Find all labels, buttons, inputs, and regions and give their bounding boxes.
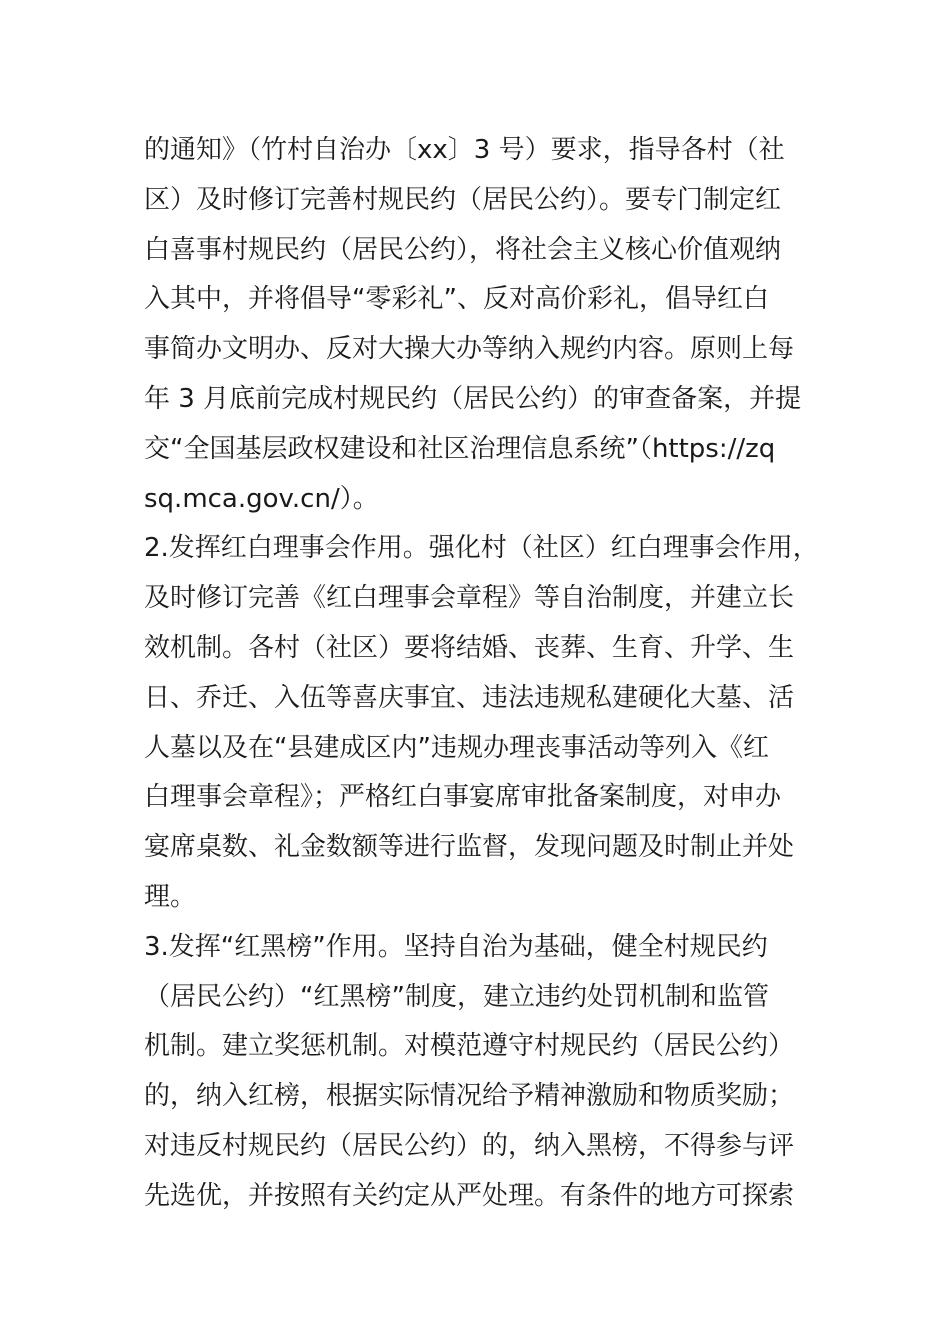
- text-line: 日、乔迁、入伍等喜庆事宜、违法违规私建硬化大墓、活: [144, 682, 795, 713]
- text-line: 理。: [144, 881, 197, 912]
- text-line: 事简办文明办、反对大操大办等纳入规约内容。原则上每: [144, 334, 795, 365]
- text-line: 对违反村规民约（居民公约）的，纳入黑榜，不得参与评: [144, 1130, 795, 1161]
- text-line: 宴席桌数、礼金数额等进行监督，发现问题及时制止并处: [144, 832, 795, 863]
- text-line: 机制。建立奖惩机制。对模范遵守村规民约（居民公约）: [144, 1031, 795, 1062]
- text-line: 白喜事村规民约（居民公约），将社会主义核心价值观纳: [144, 234, 782, 265]
- text-line: 的，纳入红榜，根据实际情况给予精神激励和物质奖励；: [144, 1081, 795, 1112]
- text-line: 年 3 月底前完成村规民约（居民公约）的审查备案，并提: [144, 383, 802, 414]
- text-line: 的通知》（竹村自治办〔xx〕3 号）要求，指导各村（社: [144, 135, 785, 165]
- text-line: 人墓以及在“县建成区内”违规办理丧事活动等列入《红: [144, 732, 769, 763]
- text-line: 交“全国基层政权建设和社区治理信息系统”（https://zq: [144, 433, 776, 464]
- text-line: 先选优，并按照有关约定从严处理。有条件的地方可探索: [144, 1180, 795, 1211]
- text-line: （居民公约）“红黑榜”制度，建立违约处罚机制和监管: [144, 981, 769, 1012]
- text-line: 入其中，并将倡导“零彩礼”、反对高价彩礼，倡导红白: [144, 284, 769, 315]
- text-line: sq.mca.gov.cn/）。: [144, 483, 379, 514]
- text-line: 2.发挥红白理事会作用。强化村（社区）红白理事会作用，: [144, 533, 819, 564]
- document-body: [144, 126, 819, 1222]
- text-line: 区）及时修订完善村规民约（居民公约）。要专门制定红: [144, 184, 782, 215]
- text-line: 及时修订完善《红白理事会章程》等自治制度，并建立长: [144, 583, 795, 614]
- text-line: 3.发挥“红黑榜”作用。坚持自治为基础，健全村规民约: [144, 931, 768, 962]
- text-line: 效机制。各村（社区）要将结婚、丧葬、生育、升学、生: [144, 632, 795, 663]
- text-line: 白理事会章程》；严格红白事宴席审批备案制度，对申办: [144, 782, 782, 813]
